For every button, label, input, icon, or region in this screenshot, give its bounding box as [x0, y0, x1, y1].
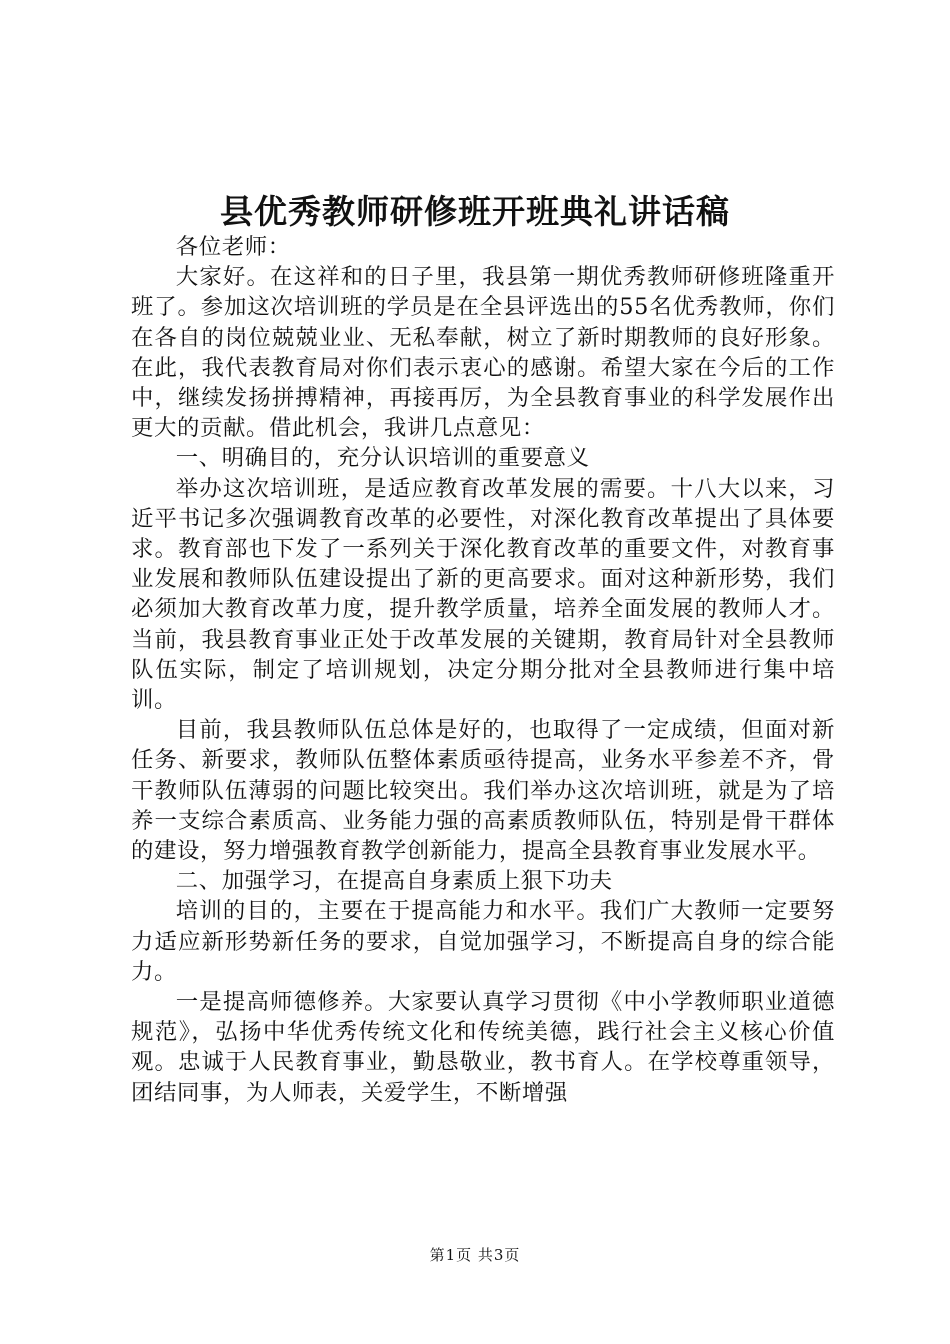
paragraph: 举办这次培训班，是适应教育改革发展的需要。十八大以来，习近平书记多次强调教育改革的必要性，对深化教育改革提出了具体要求。教育部也下发了一系列关于深化教育改革的重要文件，对教育事业发展和教师队伍建设提出了新的更高要求。面对这种新形势，我们必须加大教育改革力度，提升教学质量，培养全面发展的教师人才。当前，我县教育事业正处于改革发展的关键期，教育局针对全县教师队伍实际，制定了培训规划，决定分期分批对全县教师进行集中培训。 [131, 475, 835, 714]
document-title: 县优秀教师研修班开班典礼讲话稿 [220, 192, 730, 231]
page-footer: 第1页 共3页 [429, 1246, 521, 1264]
paragraph: 目前，我县教师队伍总体是好的，也取得了一定成绩，但面对新任务、新要求，教师队伍整体素质亟待提高，业务水平参差不齐，骨干教师队伍薄弱的问题比较突出。我们举办这次培训班，就是为了培养一支综合素质高、业务能力强的高素质教师队伍，特别是骨干群体的建设，努力增强教育教学创新能力，提高全县教育事业发展水平。 [131, 717, 835, 865]
salutation: 各位老师： [175, 234, 291, 260]
section-heading: 二、加强学习，在提高自身素质上狠下功夫 [175, 868, 613, 895]
paragraph: 大家好。在这祥和的日子里，我县第一期优秀教师研修班隆重开班了。参加这次培训班的学员是在全县评选出的55名优秀教师，你们在各自的岗位兢兢业业、无私奉献，树立了新时期教师的良好形象。在此，我代表教育局对你们表示衷心的感谢。希望大家在今后的工作中，继续发扬拼搏精神，再接再厉，为全县教育事业的科学发展作出更大的贡献。借此机会，我讲几点意见： [131, 264, 835, 442]
paragraph: 一是提高师德修养。大家要认真学习贯彻《中小学教师职业道德规范》，弘扬中华优秀传统文化和传统美德，践行社会主义核心价值观。忠诚于人民教育事业，勤恳敬业，教书育人。在学校尊重领导，团结同事，为人师表，关爱学生，不断增强 [131, 989, 835, 1106]
document-body [131, 232, 835, 1108]
section-heading: 一、明确目的，充分认识培训的重要意义 [175, 445, 590, 472]
paragraph: 培训的目的，主要在于提高能力和水平。我们广大教师一定要努力适应新形势新任务的要求，自觉加强学习，不断提高自身的综合能力。 [131, 898, 835, 985]
